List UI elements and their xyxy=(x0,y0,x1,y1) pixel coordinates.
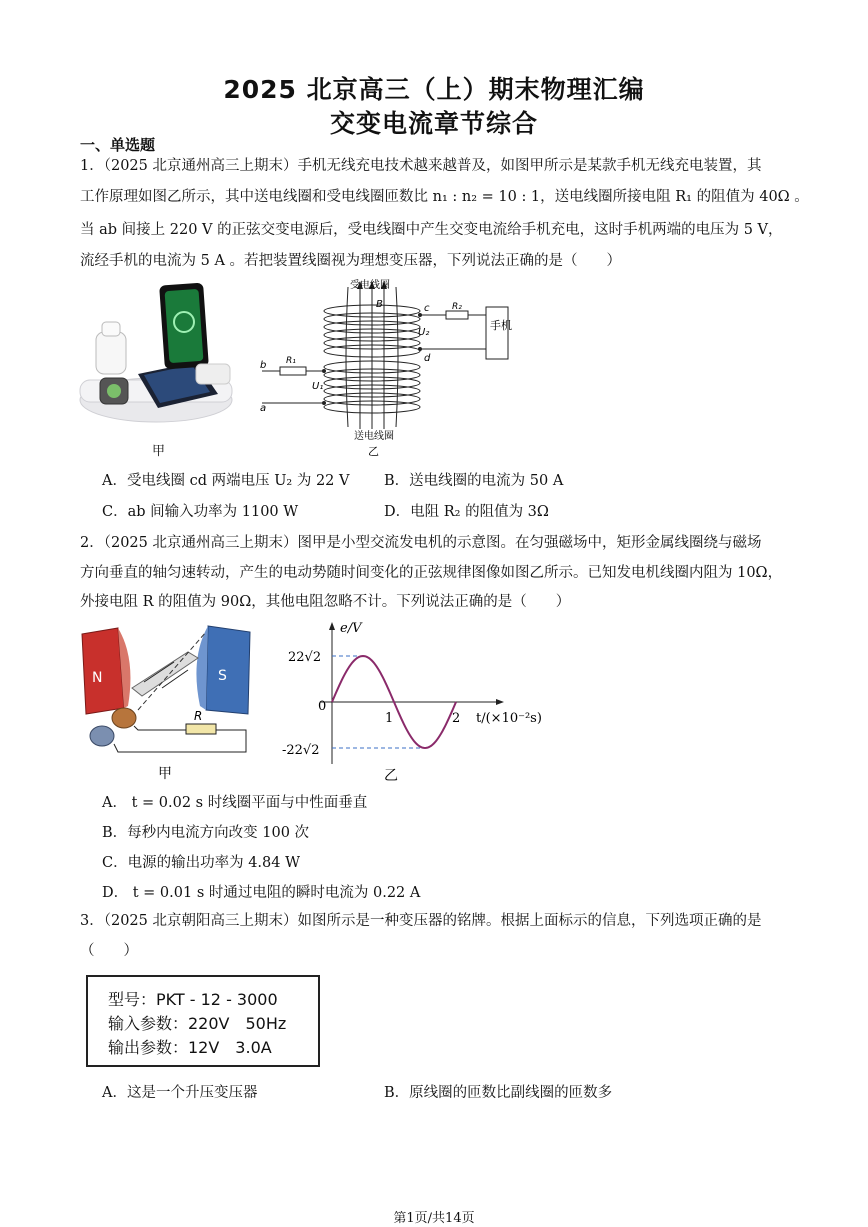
q2-option-a[interactable]: A． t = 0.02 s 时线圈平面与中性面垂直 xyxy=(102,795,368,811)
q1-text-line1: 1．（2025 北京通州高三上期末）手机无线充电技术越来越普及，如图甲所示是某款手机无线充电装置，其 xyxy=(80,158,762,174)
label-R2: R₂ xyxy=(452,302,462,312)
x-axis-label: t/(×10⁻²s) xyxy=(476,711,542,726)
page-subtitle: 交变电流章节综合 xyxy=(329,109,538,138)
label-N: N xyxy=(92,670,103,686)
chart-caption: 乙 xyxy=(384,768,398,784)
x-tick-2: 2 xyxy=(452,711,461,726)
q1-text-line2: 工作原理如图乙所示，其中送电线圈和受电线圈匝数比 n₁ : n₂ = 10 : 1，送电线圈所接电阻 R₁ 的阻值为 40Ω 。 xyxy=(80,189,809,205)
q2-text-line2: 方向垂直的轴匀速转动，产生的电动势随时间变化的正弦规律图像如图乙所示。已知发电机线圈内阻为 10Ω， xyxy=(80,565,783,581)
q1-option-a[interactable]: A．受电线圈 cd 两端电压 U₂ 为 22 V xyxy=(102,473,350,489)
wireless-charger-photo xyxy=(78,282,238,452)
label-U2: U₂ xyxy=(418,327,430,338)
label-U1: U₁ xyxy=(312,381,324,392)
q3-text-line2: （ ） xyxy=(80,943,138,959)
figure-yi-caption: 乙 xyxy=(368,445,379,457)
q2-text-line3: 外接电阻 R 的阻值为 90Ω，其他电阻忽略不计。下列说法正确的是（ ） xyxy=(80,594,571,610)
q2-option-b[interactable]: B．每秒内电流方向改变 100 次 xyxy=(102,825,310,841)
nameplate-input: 输入参数：220V 50Hz xyxy=(108,1014,287,1033)
label-a: a xyxy=(260,403,267,414)
transformer-coil-diagram xyxy=(256,277,516,457)
emf-time-chart xyxy=(280,614,560,784)
y-axis-label: e/V xyxy=(340,621,362,636)
label-R1: R₁ xyxy=(286,356,296,366)
label-sending-coil: 送电线圈 xyxy=(354,431,394,442)
q1-option-c[interactable]: C．ab 间输入功率为 1100 W xyxy=(102,504,299,520)
label-d: d xyxy=(424,353,431,364)
q1-option-b[interactable]: B．送电线圈的电流为 50 A xyxy=(384,473,564,489)
nameplate-output: 输出参数：12V 3.0A xyxy=(108,1038,272,1057)
label-S: S xyxy=(218,668,227,684)
q2-text-line1: 2．（2025 北京通州高三上期末）图甲是小型交流发电机的示意图。在匀强磁场中，矩形金属线圈绕与磁场 xyxy=(80,535,762,551)
q1-text-line4: 流经手机的电流为 5 A 。若把装置线圈视为理想变压器，下列说法正确的是（ ） xyxy=(80,253,622,269)
transformer-nameplate xyxy=(86,975,320,1067)
figure-jia-caption: 甲 xyxy=(152,444,166,459)
y-tick-max: 22√2 xyxy=(288,650,322,665)
q1-option-d[interactable]: D．电阻 R₂ 的阻值为 3Ω xyxy=(384,504,549,520)
ac-generator-illustration xyxy=(78,618,256,782)
x-tick-1: 1 xyxy=(385,711,394,726)
label-receiving-coil: 受电线圈 xyxy=(350,280,390,291)
label-phone: 手机 xyxy=(490,319,512,332)
nameplate-model: 型号：PKT - 12 - 3000 xyxy=(108,990,278,1009)
y-tick-min: -22√2 xyxy=(282,743,320,758)
q3-text-line1: 3．（2025 北京朝阳高三上期末）如图所示是一种变压器的铭牌。根据上面标示的信息，下列选项正确的是 xyxy=(80,913,762,929)
y-tick-zero: 0 xyxy=(318,699,327,714)
label-b: b xyxy=(260,360,267,371)
page-title: 2025 北京高三（上）期末物理汇编 xyxy=(223,75,645,104)
q2-option-d[interactable]: D． t = 0.01 s 时通过电阻的瞬时电流为 0.22 A xyxy=(102,885,421,901)
section-heading: 一、单选题 xyxy=(80,136,156,154)
generator-caption: 甲 xyxy=(158,766,172,782)
label-B: B xyxy=(376,299,383,310)
q1-text-line3: 当 ab 间接上 220 V 的正弦交变电源后，受电线圈中产生交变电流给手机充电，这时手机两端的电压为 5 V， xyxy=(80,222,783,238)
label-R: R xyxy=(194,709,203,723)
label-c: c xyxy=(424,303,430,314)
q2-option-c[interactable]: C．电源的输出功率为 4.84 W xyxy=(102,855,301,871)
q3-option-a[interactable]: A．这是一个升压变压器 xyxy=(102,1085,258,1101)
page-number: 第1页/共14页 xyxy=(393,1211,475,1226)
q3-option-b[interactable]: B．原线圈的匝数比副线圈的匝数多 xyxy=(384,1085,613,1101)
